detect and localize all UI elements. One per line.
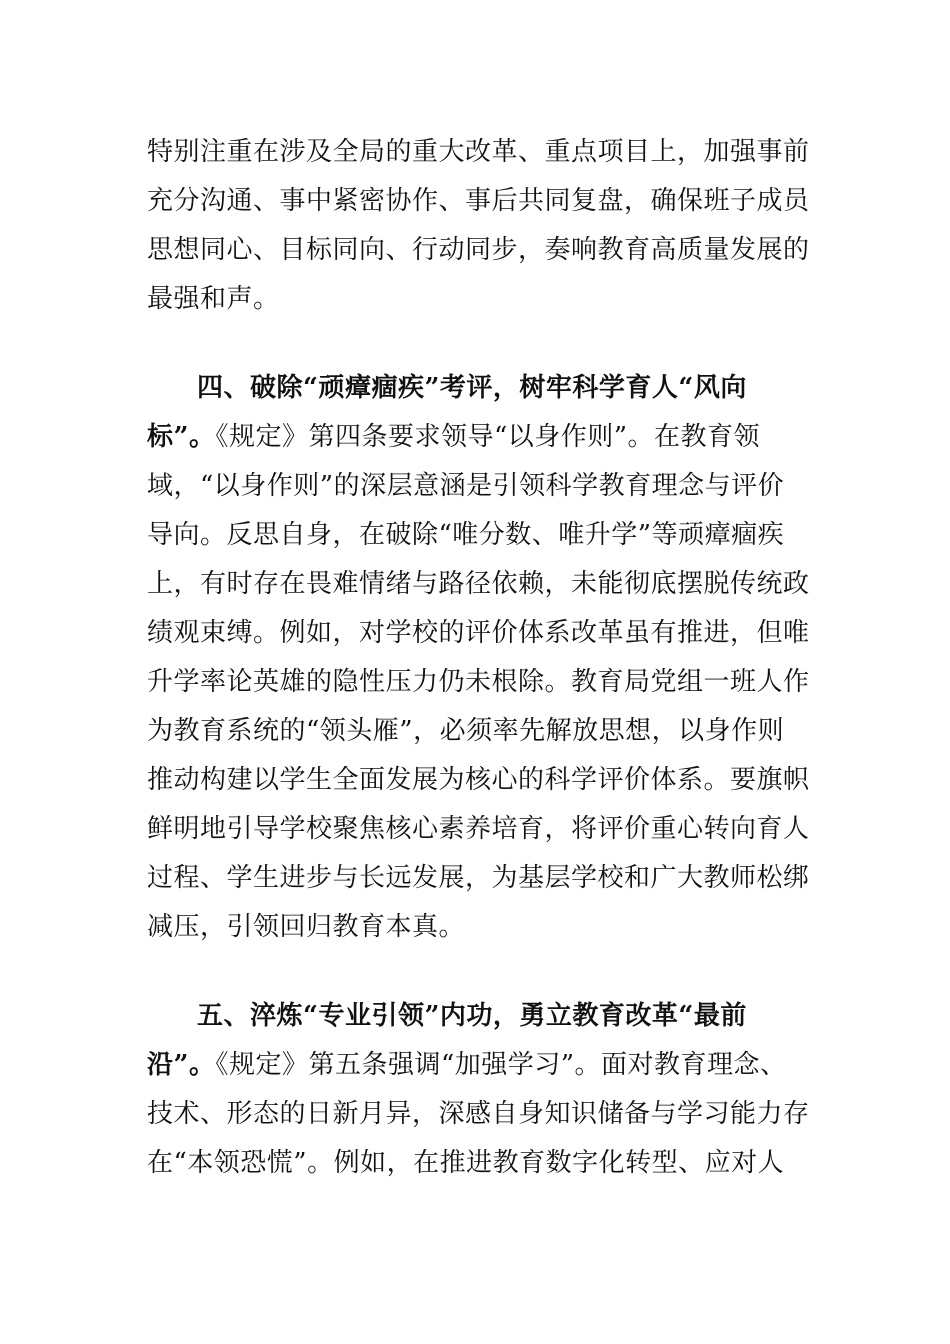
paragraph-line: 减压，引领回归教育本真。 xyxy=(147,912,466,942)
paragraph-line: 域，“以身作则”的深层意涵是引领科学教育理念与评价 xyxy=(147,471,785,501)
paragraph-line: 技术、形态的日新月异，深感自身知识储备与学习能力存 xyxy=(147,1099,810,1129)
paragraph-line: 特别注重在涉及全局的重大改革、重点项目上，加强事前 xyxy=(147,137,810,167)
section-5-heading-end: 沿”。 xyxy=(147,1050,216,1080)
section-5-heading: 五、淬炼“专业引领”内功，勇立教育改革“最前 xyxy=(197,1001,747,1031)
paragraph-line: 导向。反思自身，在破除“唯分数、唯升学”等顽瘴痼疾 xyxy=(147,520,785,550)
paragraph-line: 绩观束缚。例如，对学校的评价体系改革虽有推进，但唯 xyxy=(147,618,810,648)
section-4-line-2-text: 《规定》第四条要求领导“以身作则”。在教育领 xyxy=(215,422,761,452)
paragraph-line: 推动构建以学生全面发展为核心的科学评价体系。要旗帜 xyxy=(147,765,810,795)
paragraph-line: 最强和声。 xyxy=(147,284,280,314)
section-4-line-2 xyxy=(147,422,760,452)
paragraph-line: 在“本领恐慌”。例如，在推进教育数字化转型、应对人 xyxy=(147,1148,785,1178)
paragraph-line: 充分沟通、事中紧密协作、事后共同复盘，确保班子成员 xyxy=(147,186,810,216)
paragraph-line: 上，有时存在畏难情绪与路径依赖，未能彻底摆脱传统政 xyxy=(147,569,810,599)
section-4-heading-end: 标”。 xyxy=(147,422,216,452)
paragraph-line: 升学率论英雄的隐性压力仍未根除。教育局党组一班人作 xyxy=(147,667,810,697)
section-4-heading: 四、破除“顽瘴痼疾”考评，树牢科学育人“风向 xyxy=(197,373,747,403)
paragraph-line: 为教育系统的“领头雁”，必须率先解放思想，以身作则 xyxy=(147,716,785,746)
section-5-line-2 xyxy=(147,1050,787,1080)
paragraph-line: 鲜明地引导学校聚焦核心素养培育，将评价重心转向育人 xyxy=(147,814,810,844)
paragraph-line: 思想同心、目标同向、行动同步，奏响教育高质量发展的 xyxy=(147,235,810,265)
section-5-line-2-text: 《规定》第五条强调“加强学习”。面对教育理念、 xyxy=(215,1050,787,1080)
paragraph-line: 过程、学生进步与长远发展，为基层学校和广大教师松绑 xyxy=(147,863,810,893)
